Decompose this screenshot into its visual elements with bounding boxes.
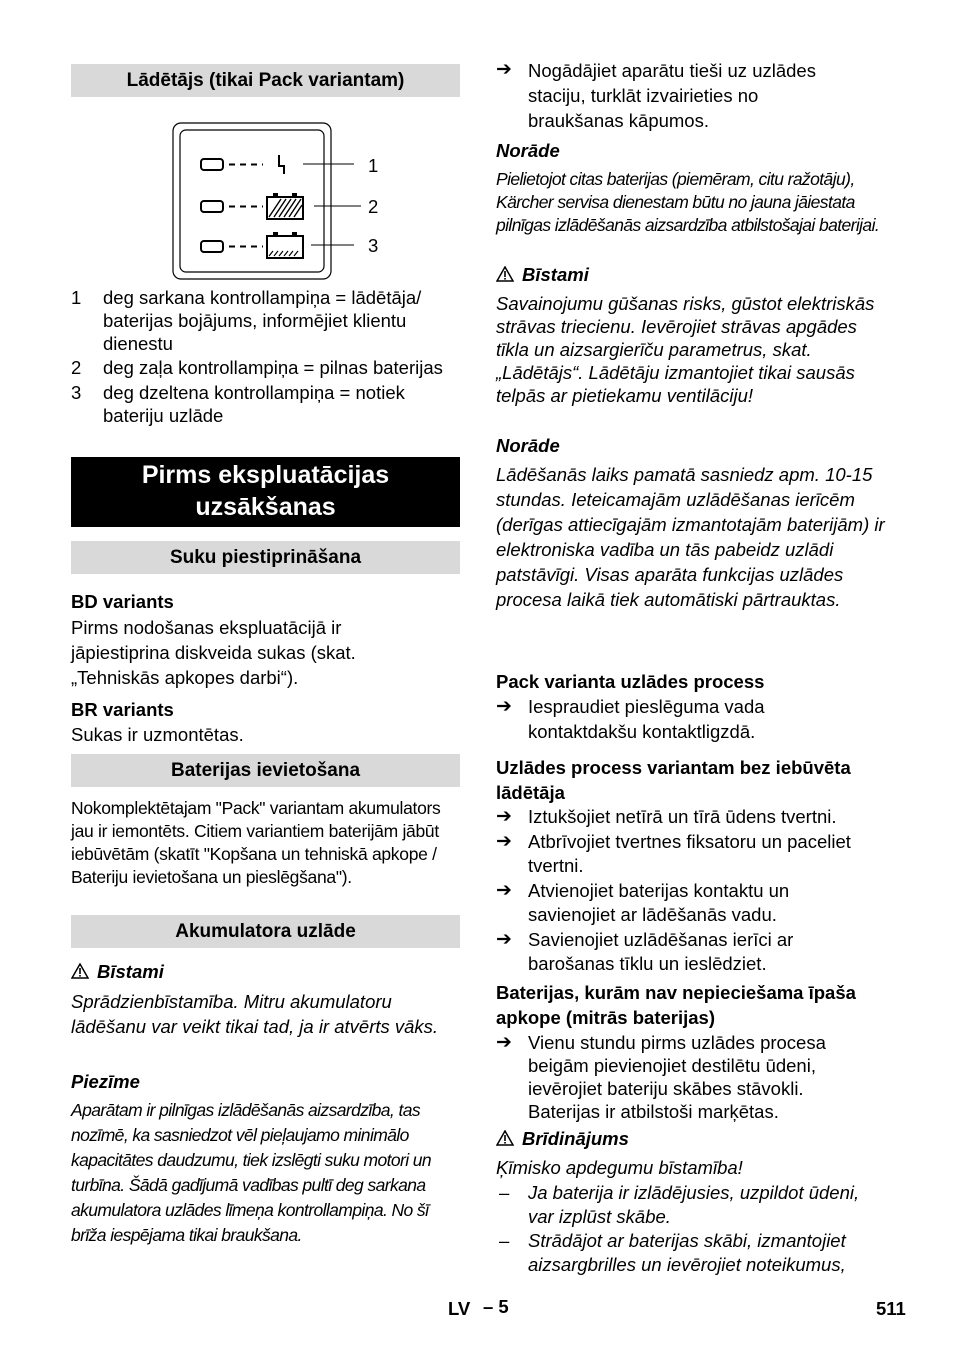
list-item-text: Ja baterija ir izlādējusies, uzpildot ūdeni, var izplūst skābe. [528, 1182, 860, 1227]
step-move-to-station [496, 58, 856, 133]
battery-text: Nokomplektētajam "Pack" variantam akumulators jau ir iemontēts. Citiem variantiem baterijām jābūt iebūvētām (skatīt "Kopšana un tehniskā apkope / Bateriju ievietošana un pieslēgšana"). [71, 798, 441, 887]
warning-block [496, 1127, 629, 1152]
danger-text-right: Savainojumu gūšanas risks, gūstot elektriskās strāvas triecienu. Ievērojiet strāvas apgādes tīkla un aizsargierīču parametrus, skat. „Lādētājs“. Lādētāju izmantojiet tikai sausās telpās ar pietiekamu ventilāciju! [496, 293, 875, 406]
warning-triangle-icon [496, 1130, 514, 1146]
legend-number: 1 [71, 287, 82, 308]
note1-title: Norāde [496, 140, 560, 161]
arrow-right-icon: ➔ [496, 879, 512, 901]
diagram-label-3: 3 [368, 235, 379, 256]
list-item [496, 1181, 888, 1228]
note2-text: Lādēšanās laiks pamatā sasniedz apm. 10-15 stundas. Ieteicamajām uzlādēšanas ierīcēm (derīgas attiecīgajām izmantotajām baterijām) ir elektroniska vadība un tās pabeidz uzlādi patstāvīgi. Visas aparāta funkcijas uzlādes procesa laikā tiek automātiski pārtrauktas. [496, 464, 885, 610]
list-item-text: Strādājot ar baterijas skābi, izmantojiet aizsargbrilles un ievērojiet noteikumus, [528, 1230, 846, 1275]
dash-bullet: – [499, 1182, 510, 1203]
warning-text: Ķīmisko apdegumu bīstamība! [496, 1157, 743, 1178]
arrow-right-icon: ➔ [496, 1032, 512, 1053]
arrow-right-icon: ➔ [496, 830, 512, 852]
no-charger-title: Uzlādes process variantam bez iebūvēta lādētāja [496, 757, 851, 803]
bd-variant-title: BD variants [71, 591, 174, 612]
legend-item [71, 286, 463, 355]
danger-text-left: Sprādzienbīstamība. Mitru akumulatoru lādēšanu var veikt tikai tad, ja ir atvērts vāks. [71, 991, 439, 1037]
list-item [496, 1229, 888, 1276]
danger-block-right [496, 263, 589, 288]
step-text: Atbrīvojiet tvertnes fiksatoru un paceliet tvertni. [528, 830, 851, 876]
footer-language: LV [448, 1298, 471, 1319]
list-item [496, 830, 888, 879]
note2-title: Norāde [496, 435, 560, 456]
br-variant-title: BR variants [71, 699, 174, 720]
footer-page-local: – 5 [483, 1296, 509, 1317]
arrow-right-icon: ➔ [496, 59, 512, 80]
step-text: Iztukšojiet netīrā un tīrā ūdens tvertni. [528, 806, 837, 827]
legend-number: 2 [71, 357, 82, 378]
legend-item [71, 381, 463, 427]
note-title-left: Piezīme [71, 1071, 140, 1092]
legend-text: deg zaļa kontrollampiņa = pilnas baterijas [103, 357, 443, 378]
arrow-right-icon: ➔ [496, 806, 512, 827]
note-text-left: Aparātam ir pilnīgas izlādēšanās aizsardzība, tas nozīmē, ka sasniedzot vēl pieļaujamo minimālo kapacitātes daudzumu, tiek izslēgti suku motori un turbīna. Šādā gadījumā vadības pultī deg sarkana akumulatora uzlādes līmeņa kontrollampiņa. No šī brīža iespējama tikai braukšana. [71, 1100, 432, 1245]
diagram-label-1: 1 [368, 155, 379, 176]
warning-triangle-icon [496, 266, 514, 282]
warning-title: Brīdinājums [522, 1128, 629, 1149]
section-heading-battery: Baterijas ievietošana [71, 754, 460, 787]
legend-list [71, 286, 463, 427]
list-item [496, 805, 888, 830]
footer-page-number: 511 [876, 1298, 906, 1319]
section-heading-accu-charging: Akumulatora uzlāde [71, 915, 460, 948]
warning-list [496, 1181, 888, 1276]
step-text: Vienu stundu pirms uzlādes procesa beigām pievienojiet destilētu ūdeni, ievērojiet bateriju skābes stāvokli. Baterijas ir atbilstoši marķētas. [528, 1032, 826, 1122]
arrow-right-icon: ➔ [496, 696, 512, 717]
legend-item [71, 356, 463, 379]
pack-charging-step [496, 695, 826, 744]
danger-block-left [71, 960, 164, 985]
wet-battery-step [496, 1031, 866, 1123]
bd-variant-text: Pirms nodošanas ekspluatācijā ir jāpiestiprina diskveida sukas (skat. „Tehniskās apkopes darbi“). [71, 617, 356, 688]
section-heading-charger: Lādētājs (tikai Pack variantam) [71, 64, 460, 97]
warning-triangle-icon [71, 963, 89, 979]
arrow-right-icon: ➔ [496, 928, 512, 950]
step-text: Atvienojiet baterijas kontaktu un savienojiet ar lādēšanās vadu. [528, 879, 790, 925]
danger-title: Bīstami [522, 264, 589, 285]
danger-title: Bīstami [97, 961, 164, 982]
note1-text: Pielietojot citas baterijas (piemēram, citu ražotāju), Kärcher servisa dienestam būtu no jauna jāiestata pilnīgas izlādēšanās aizsardzība atbilstošajai baterijai. [496, 169, 880, 235]
no-charger-steps [496, 805, 888, 977]
list-item [496, 928, 888, 977]
step-text: Savienojiet uzlādēšanas ierīci ar barošanas tīklu un ieslēdziet. [528, 928, 794, 974]
legend-number: 3 [71, 382, 82, 403]
legend-text: deg sarkana kontrollampiņa = lādētāja/ baterijas bojājums, informējiet klientu dienestu [103, 287, 422, 354]
list-item [496, 879, 888, 928]
step-text: Nogādājiet aparātu tieši uz uzlādes staciju, turklāt izvairieties no braukšanas kāpumos. [528, 60, 816, 131]
step-text: Iespraudiet pieslēguma vada kontaktdakšu kontaktligzdā. [528, 696, 765, 742]
main-heading: Pirms ekspluatācijas uzsākšanas [71, 457, 460, 527]
section-heading-brushes: Suku piestiprināšana [71, 541, 460, 574]
legend-text: deg dzeltena kontrollampiņa = notiek bateriju uzlāde [103, 382, 405, 426]
charger-panel-diagram [171, 122, 391, 282]
pack-charging-title: Pack varianta uzlādes process [496, 671, 765, 692]
diagram-label-2: 2 [368, 196, 379, 217]
br-variant-text: Sukas ir uzmontētas. [71, 724, 244, 745]
wet-battery-title: Baterijas, kurām nav nepieciešama īpaša apkope (mitrās baterijas) [496, 982, 856, 1028]
dash-bullet: – [499, 1230, 510, 1251]
